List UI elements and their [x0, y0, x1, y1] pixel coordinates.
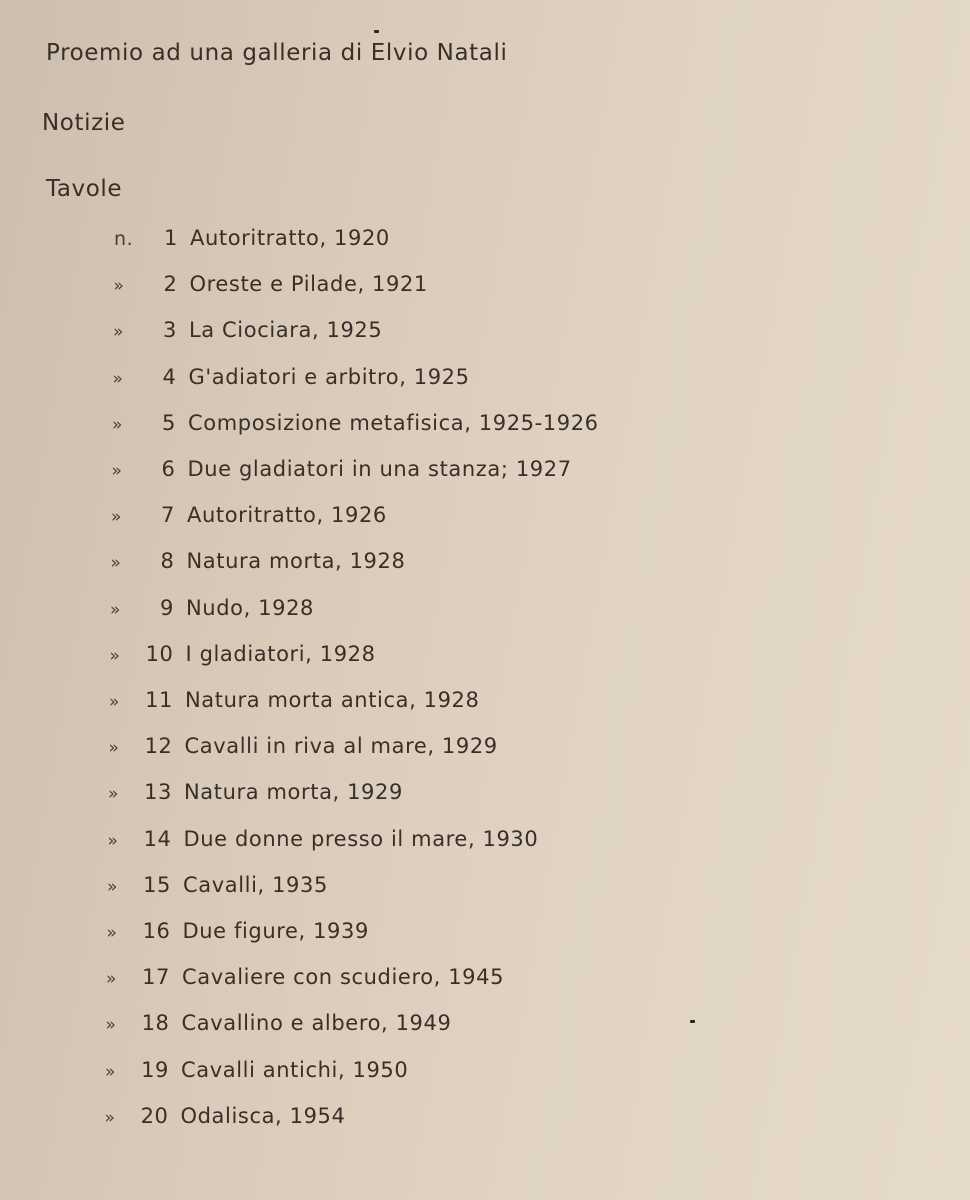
plate-row [114, 226, 390, 256]
plate-number: 4 [162, 364, 177, 389]
plate-row [114, 272, 428, 302]
plate-title: Cavaliere con scudiero, 1945 [182, 965, 505, 990]
plate-prefix: » [107, 830, 119, 851]
plate-number: 6 [161, 457, 176, 481]
plate-title: Nudo, 1928 [186, 595, 314, 620]
heading-notizie: Notizie [42, 110, 126, 136]
plate-row [105, 1058, 408, 1088]
plate-row [112, 411, 599, 441]
plate-prefix: » [108, 784, 120, 805]
plate-row [110, 596, 314, 626]
plate-number: 9 [160, 595, 174, 620]
plate-title: I gladiatori, 1928 [185, 641, 376, 666]
plate-title: Due gladiatori in una stanza; 1927 [187, 457, 572, 481]
plate-prefix: » [110, 553, 122, 574]
plate-title: La Ciociara, 1925 [189, 318, 383, 343]
plate-row [106, 1011, 452, 1041]
plate-row [107, 873, 328, 903]
plate-title: Cavalli in riva al mare, 1929 [184, 734, 498, 759]
plate-number: 2 [163, 272, 178, 297]
plate-number: 16 [142, 919, 171, 943]
plate-row [110, 642, 376, 672]
plate-prefix: » [110, 599, 122, 620]
plate-row [113, 318, 382, 348]
plate-row [105, 1104, 346, 1134]
plate-number: 7 [161, 503, 175, 528]
plate-prefix: » [105, 1061, 117, 1082]
plate-prefix: » [106, 923, 118, 943]
plate-number: 8 [160, 549, 175, 574]
plate-title: Autoritratto, 1920 [190, 226, 390, 250]
plate-title: G'adiatori e arbitro, 1925 [188, 364, 470, 389]
plate-row [112, 457, 572, 487]
plate-number: 11 [145, 688, 173, 712]
plate-number: 17 [142, 965, 170, 990]
plate-prefix: » [112, 414, 124, 435]
plate-number: 3 [163, 318, 177, 343]
plate-number: 14 [143, 826, 172, 851]
heading-tavole: Tavole [46, 176, 123, 202]
plate-prefix: » [112, 368, 124, 389]
plate-prefix: » [106, 969, 118, 990]
plate-title: Composizione metafisica, 1925-1926 [188, 410, 599, 435]
plate-prefix: » [108, 738, 120, 759]
plate-title: Oreste e Pilade, 1921 [189, 272, 428, 297]
plate-title: Cavalli, 1935 [183, 872, 328, 897]
plate-prefix: n. [114, 228, 134, 250]
plate-number: 18 [141, 1011, 170, 1036]
plate-number: 1 [164, 226, 178, 250]
plate-prefix: » [111, 507, 123, 528]
plate-row [109, 734, 498, 764]
plate-row [108, 780, 403, 810]
plate-row [111, 503, 387, 533]
plate-number: 13 [144, 780, 172, 805]
plate-number: 5 [162, 410, 176, 435]
plate-prefix: » [113, 276, 125, 297]
plate-prefix: » [109, 645, 121, 666]
plate-row [113, 365, 470, 395]
plate-number: 12 [144, 734, 173, 759]
plate-title: Due donne presso il mare, 1930 [183, 826, 539, 851]
plate-prefix: » [111, 461, 123, 481]
plate-row [108, 827, 539, 857]
plate-prefix: » [107, 876, 119, 897]
plate-title: Natura morta, 1928 [186, 549, 406, 574]
plate-title: Due figure, 1939 [182, 919, 369, 943]
plate-row [106, 965, 504, 995]
plate-prefix: » [109, 692, 121, 712]
plate-title: Odalisca, 1954 [180, 1103, 346, 1128]
plate-title: Natura morta, 1929 [184, 780, 403, 805]
plate-prefix: » [105, 1015, 117, 1036]
plate-row [111, 549, 406, 579]
plate-prefix: » [113, 322, 125, 343]
plate-row [107, 919, 369, 949]
plate-prefix: » [104, 1107, 116, 1128]
plate-number: 20 [140, 1103, 169, 1128]
heading-proemio: Proemio ad una galleria di Elvio Natali [46, 40, 508, 66]
plate-number: 19 [141, 1057, 169, 1082]
plate-title: Cavallino e albero, 1949 [181, 1011, 452, 1036]
plate-title: Cavalli antichi, 1950 [181, 1057, 409, 1082]
plate-title: Autoritratto, 1926 [187, 503, 387, 528]
plate-number: 10 [145, 641, 174, 666]
plate-title: Natura morta antica, 1928 [185, 688, 480, 712]
plate-number: 15 [143, 872, 171, 897]
plate-row [109, 688, 479, 718]
